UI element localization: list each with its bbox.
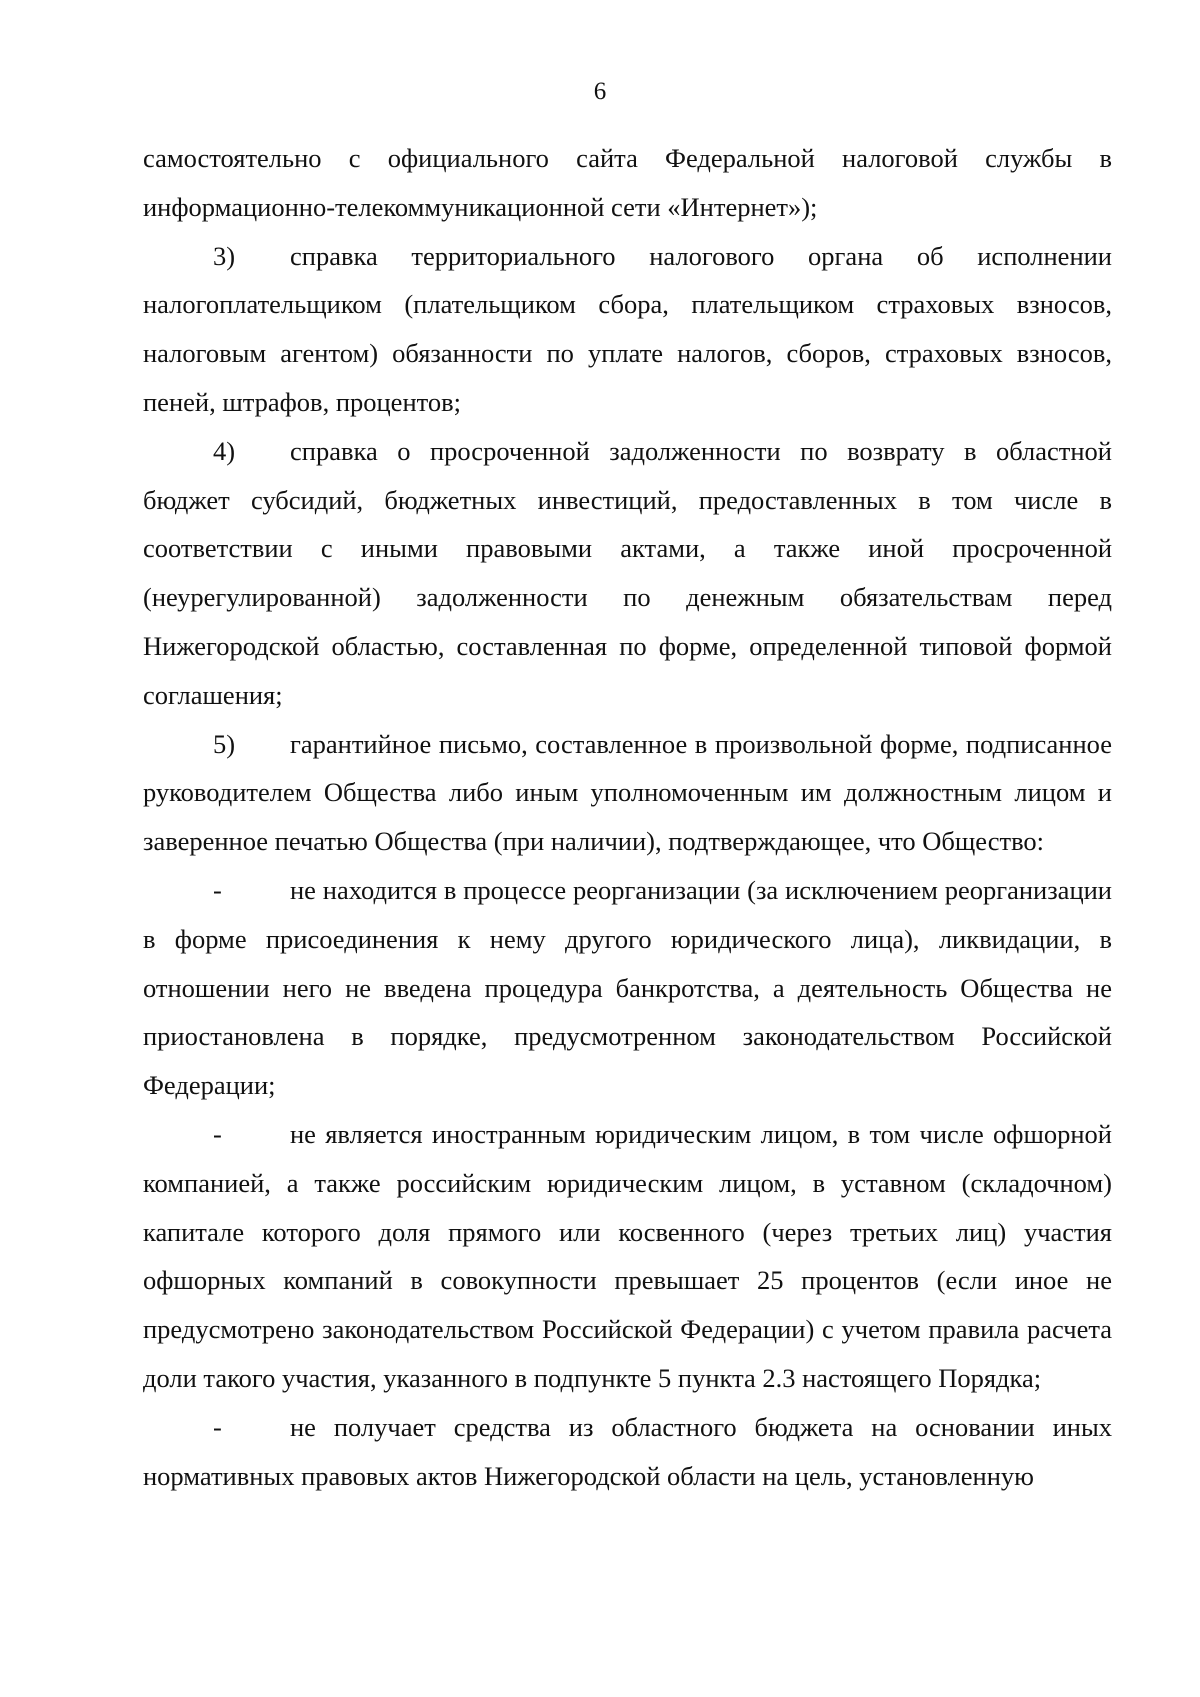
dash-item-foreign-entity — [143, 1110, 1112, 1403]
list-item-3 — [143, 232, 1112, 427]
list-item-marker: 4) — [213, 435, 236, 466]
dash-marker: - — [213, 1411, 222, 1442]
page-number: 6 — [593, 78, 607, 105]
dash-item-reorganization — [143, 866, 1112, 1110]
list-item-4 — [143, 427, 1112, 720]
list-item-text: гарантийное письмо, составленное в произвольной форме, подписанное руководителем Общества либо иным уполномоченным им должностным лицом и заверенное печатью Общества (при наличии), подтверждающее, что Общество: — [143, 728, 1112, 857]
dash-item-text: не находится в процессе реорганизации (за исключением реорганизации в форме присоединения к нему другого юридического лица), ликвидации, в отношении него не введена процедура банкротства, а деятельность Общества не приостановлена в порядке, предусмотренном законодательством Российской Федерации; — [143, 874, 1112, 1101]
list-item-5 — [143, 720, 1112, 866]
list-item-text: справка о просроченной задолженности по возврату в областной бюджет субсидий, бюджетных инвестиций, предоставленных в том числе в соответствии с иными правовыми актами, а также иной просроченной (неурегулированной) задолженности по денежным обязательствам перед Нижегородской областью, составленная по форме, определенной типовой формой соглашения; — [143, 435, 1112, 710]
dash-marker: - — [213, 874, 222, 905]
dash-item-text: не является иностранным юридическим лицом, в том числе офшорной компанией, а также российским юридическим лицом, в уставном (складочном) капитале которого доля прямого или косвенного (через третьих лиц) участия офшорных компаний в совокупности превышает 25 процентов (если иное не предусмотрено законодательством Российской Федерации) с учетом правила расчета доли такого участия, указанного в подпункте 5 пункта 2.3 настоящего Порядка; — [143, 1118, 1112, 1393]
list-item-marker: 5) — [213, 728, 236, 759]
list-item-text: справка территориального налогового органа об исполнении налогоплательщиком (плательщиком сбора, плательщиком страховых взносов, налоговым агентом) обязанности по уплате налогов, сборов, страховых взносов, пеней, штрафов, процентов; — [143, 240, 1112, 417]
dash-marker: - — [213, 1118, 222, 1149]
paragraph-continuation — [143, 134, 1112, 232]
list-item-marker: 3) — [213, 240, 236, 271]
dash-item-text: не получает средства из областного бюджета на основании иных нормативных правовых актов Нижегородской области на цель, установленную — [143, 1411, 1112, 1491]
dash-item-regional-budget — [143, 1403, 1112, 1501]
paragraph-text: самостоятельно с официального сайта Федеральной налоговой службы в информационно-телекоммуникационной сети «Интернет»); — [143, 143, 1112, 222]
document-body — [143, 134, 1112, 1500]
